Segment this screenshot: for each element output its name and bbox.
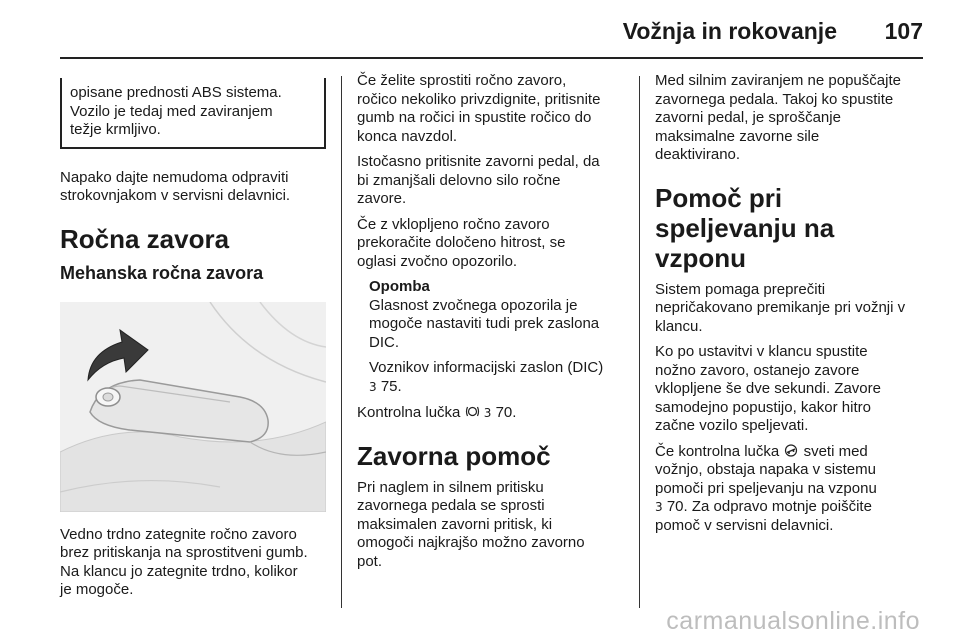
text-line: sveti med — [803, 442, 868, 460]
text-line: pomoči pri speljevanju na vzponu — [655, 479, 877, 497]
page-reference-icon: 3 — [369, 379, 377, 394]
text-line: je mogoče. — [60, 581, 134, 598]
text-line: prekoračite določeno hitrost, se — [357, 234, 566, 251]
page-reference[interactable]: 75. — [380, 377, 402, 395]
text-line: Istočasno pritisnite zavorni pedal, da — [357, 153, 600, 170]
text-line: strokovnjakom v servisni delavnici. — [60, 187, 291, 204]
text-line: nepričakovano premikanje pri vožnji v — [655, 299, 906, 316]
text-line: DIC. — [369, 333, 399, 351]
text-line: gumb na ročici in spustite ročico do — [357, 109, 592, 126]
text-line: Če želite sprostiti ročno zavoro, — [357, 72, 567, 89]
text-line: brez pritiskanja na sprostitveni gumb. — [60, 544, 308, 561]
column-1 — [60, 72, 326, 607]
text-line: Sistem pomaga preprečiti — [655, 280, 826, 298]
paragraph — [655, 443, 927, 536]
paragraph — [357, 216, 623, 272]
paragraph — [655, 281, 927, 337]
page-reference[interactable]: 70. — [495, 404, 517, 421]
text-line: bi zmanjšali delovno silo ročne — [357, 171, 561, 189]
column-3 — [655, 72, 927, 542]
paragraph — [60, 169, 326, 206]
running-header-title: Vožnja in rokovanje — [622, 18, 837, 44]
note-text — [369, 297, 623, 353]
paragraph — [655, 72, 927, 165]
subheading-mechanical-parking-brake: Mehanska ročna zavora — [60, 262, 264, 283]
paragraph — [357, 72, 623, 146]
page-reference-icon: 3 — [483, 406, 492, 420]
continued-notice-box — [60, 78, 326, 149]
paragraph — [357, 479, 623, 572]
text-line: Če kontrolna lučka — [655, 442, 780, 460]
text-line: Ko po ustavitvi v klancu spustite — [655, 343, 868, 360]
text-line: težje krmljivo. — [70, 121, 161, 138]
text-line: Glasnost zvočnega opozorila je — [369, 296, 578, 314]
text-line: oglasi zvočno opozorilo. — [357, 252, 518, 270]
text-line: omogoči najkrajšo možno zavorno — [357, 534, 585, 551]
text-line: Pri naglem in silnem pritisku — [357, 478, 544, 496]
note-text — [369, 359, 623, 396]
text-line: Če z vklopljeno ročno zavoro — [357, 215, 550, 233]
text-line: zavornega pedala se sprosti — [357, 497, 545, 514]
heading-hill-start-assist — [655, 183, 927, 273]
brake-warning-light-icon — [465, 405, 480, 418]
watermark: carmanualsonline.info — [666, 607, 920, 635]
text-line: pomoč v servisni delavnici. — [655, 516, 834, 534]
text-line: konca navzdol. — [357, 127, 458, 145]
text-line: klancu. — [655, 317, 703, 335]
page-reference[interactable]: 70. Za odpravo motnje poiščite — [666, 498, 872, 515]
hill-start-assist-light-icon — [783, 444, 799, 457]
note-block — [357, 278, 623, 396]
heading-brake-assist: Zavorna pomoč — [357, 440, 551, 471]
text-line: zavore. — [357, 190, 407, 207]
text-line: Napako dajte nemudoma odpraviti — [60, 168, 289, 186]
text-line: Vozilo je tedaj med zaviranjem — [70, 102, 273, 120]
paragraph — [655, 343, 927, 436]
column-2 — [357, 72, 623, 578]
text-line: pot. — [357, 552, 383, 570]
heading-parking-brake: Ročna zavora — [60, 223, 230, 254]
text-line: samodejno popustijo, kakor hitro — [655, 398, 871, 416]
text-line: zavorni pedal, je sproščanje — [655, 109, 841, 126]
text-line: opisane prednosti ABS sistema. — [70, 84, 282, 101]
text-line: Kontrolna lučka — [357, 404, 461, 421]
text-line: maksimalen zavorni pritisk, ki — [357, 515, 553, 533]
text-line: maksimalne zavorne sile — [655, 127, 820, 145]
text-line: nožno zavoro, ostanejo zavore — [655, 361, 860, 379]
text-line: Med silnim zaviranjem ne popuščajte — [655, 72, 901, 89]
paragraph — [357, 404, 623, 423]
text-line: ročico nekoliko privzdignite, pritisnite — [357, 90, 601, 108]
page-reference-icon: 3 — [655, 500, 663, 514]
column-divider-1 — [341, 76, 342, 608]
text-line: Voznikov informacijski zaslon (DIC) — [369, 359, 604, 376]
text-line: vklopljene še dve sekundi. Zavore — [655, 380, 881, 397]
heading-line: Pomoč pri speljevanju na — [655, 182, 835, 243]
column-divider-2 — [639, 76, 640, 608]
text-line: vožnjo, obstaja napaka v sistemu — [655, 461, 876, 478]
text-line: zavornega pedala. Takoj ko spustite — [655, 90, 894, 108]
page-number: 107 — [884, 18, 923, 44]
text-line: mogoče nastaviti tudi prek zaslona — [369, 315, 600, 332]
paragraph — [357, 153, 623, 209]
text-line: deaktivirano. — [655, 146, 741, 163]
heading-line: vzponu — [655, 242, 746, 273]
note-label: Opomba — [369, 278, 430, 295]
paragraph — [60, 526, 326, 600]
text-line: Vedno trdno zategnite ročno zavoro — [60, 525, 297, 543]
text-line: Na klancu jo zategnite trdno, kolikor — [60, 562, 298, 580]
header-divider — [60, 57, 923, 59]
handbrake-lever-illustration — [60, 302, 326, 512]
text-line: začne vozilo speljevati. — [655, 417, 809, 434]
